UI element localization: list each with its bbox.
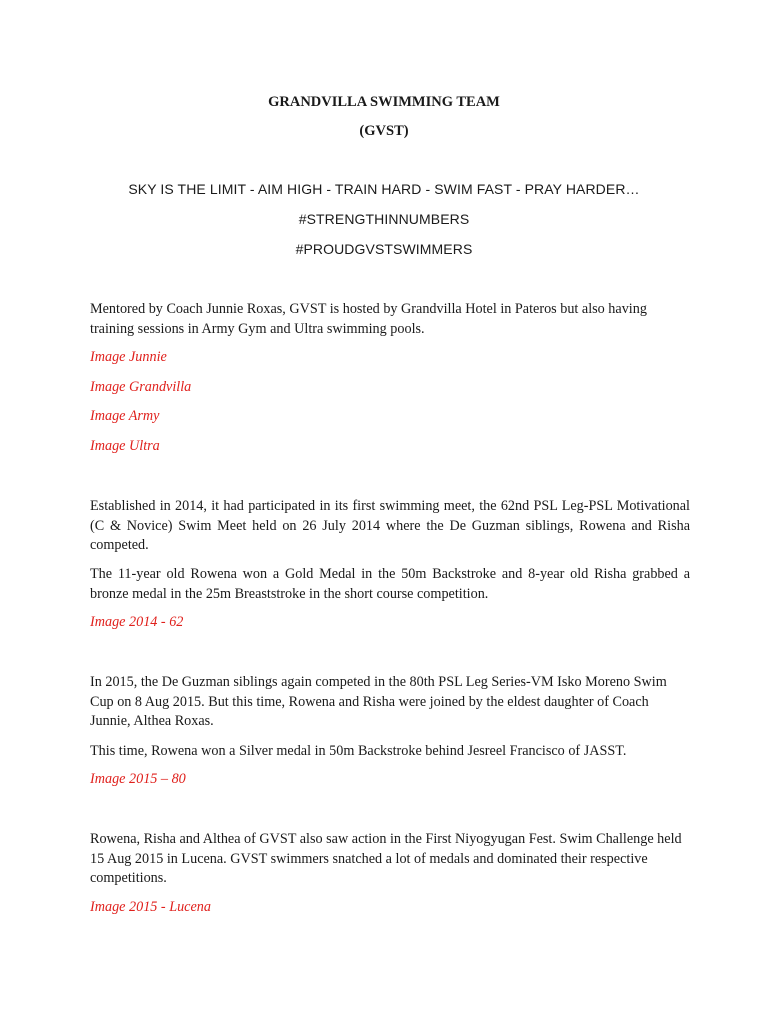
paragraph-established: Established in 2014, it had participated in its first swimming meet, the 62nd PSL Leg-PSL Motivational (C & Novice) Swim Meet held on 26 July 2014 where the De Guzman siblings, Rowena and Risha competed.: [90, 498, 690, 553]
image-placeholder-army: Image Army: [90, 408, 160, 424]
hashtag-line: #STRENGTHINNUMBERS: [298, 211, 470, 227]
paragraph-lucena: Rowena, Risha and Althea of GVST also saw action in the First Niyogyugan Fest. Swim Challenge held 15 Aug 2015 in Lucena. GVST swimmers snatched a lot of medals and dominated their respective competitions.: [90, 831, 682, 886]
paragraph-intro: Mentored by Coach Junnie Roxas, GVST is hosted by Grandvilla Hotel in Pateros but also having training sessions in Army Gym and Ultra swimming pools.: [90, 301, 647, 337]
image-placeholder-grandvilla: Image Grandvilla: [90, 379, 192, 395]
paragraph-silver-medal: This time, Rowena won a Silver medal in 50m Backstroke behind Jesreel Francisco of JASST.: [90, 743, 627, 759]
image-placeholder-lucena: Image 2015 - Lucena: [90, 899, 211, 915]
hashtag-line: #PROUDGVSTSWIMMERS: [295, 241, 473, 257]
image-placeholder-ultra: Image Ultra: [90, 438, 160, 454]
image-placeholder-2015-80: Image 2015 – 80: [90, 771, 186, 787]
image-placeholder-2014: Image 2014 - 62: [90, 614, 184, 630]
document-title: GRANDVILLA SWIMMING TEAM: [268, 94, 500, 110]
image-placeholder-junnie: Image Junnie: [90, 349, 167, 365]
paragraph-2015: In 2015, the De Guzman siblings again competed in the 80th PSL Leg Series-VM Isko Moreno Swim Cup on 8 Aug 2015. But this time, Rowena and Risha were joined by the eldest daughter of Coach Junnie, Althea Roxas.: [90, 674, 667, 729]
document-subtitle: (GVST): [359, 123, 409, 139]
paragraph-medals-2014: The 11-year old Rowena won a Gold Medal in the 50m Backstroke and 8-year old Risha grabbed a bronze medal in the 25m Breaststroke in the short course competition.: [90, 566, 690, 602]
motto-line: SKY IS THE LIMIT - AIM HIGH - TRAIN HARD - SWIM FAST - PRAY HARDER…: [128, 181, 640, 197]
